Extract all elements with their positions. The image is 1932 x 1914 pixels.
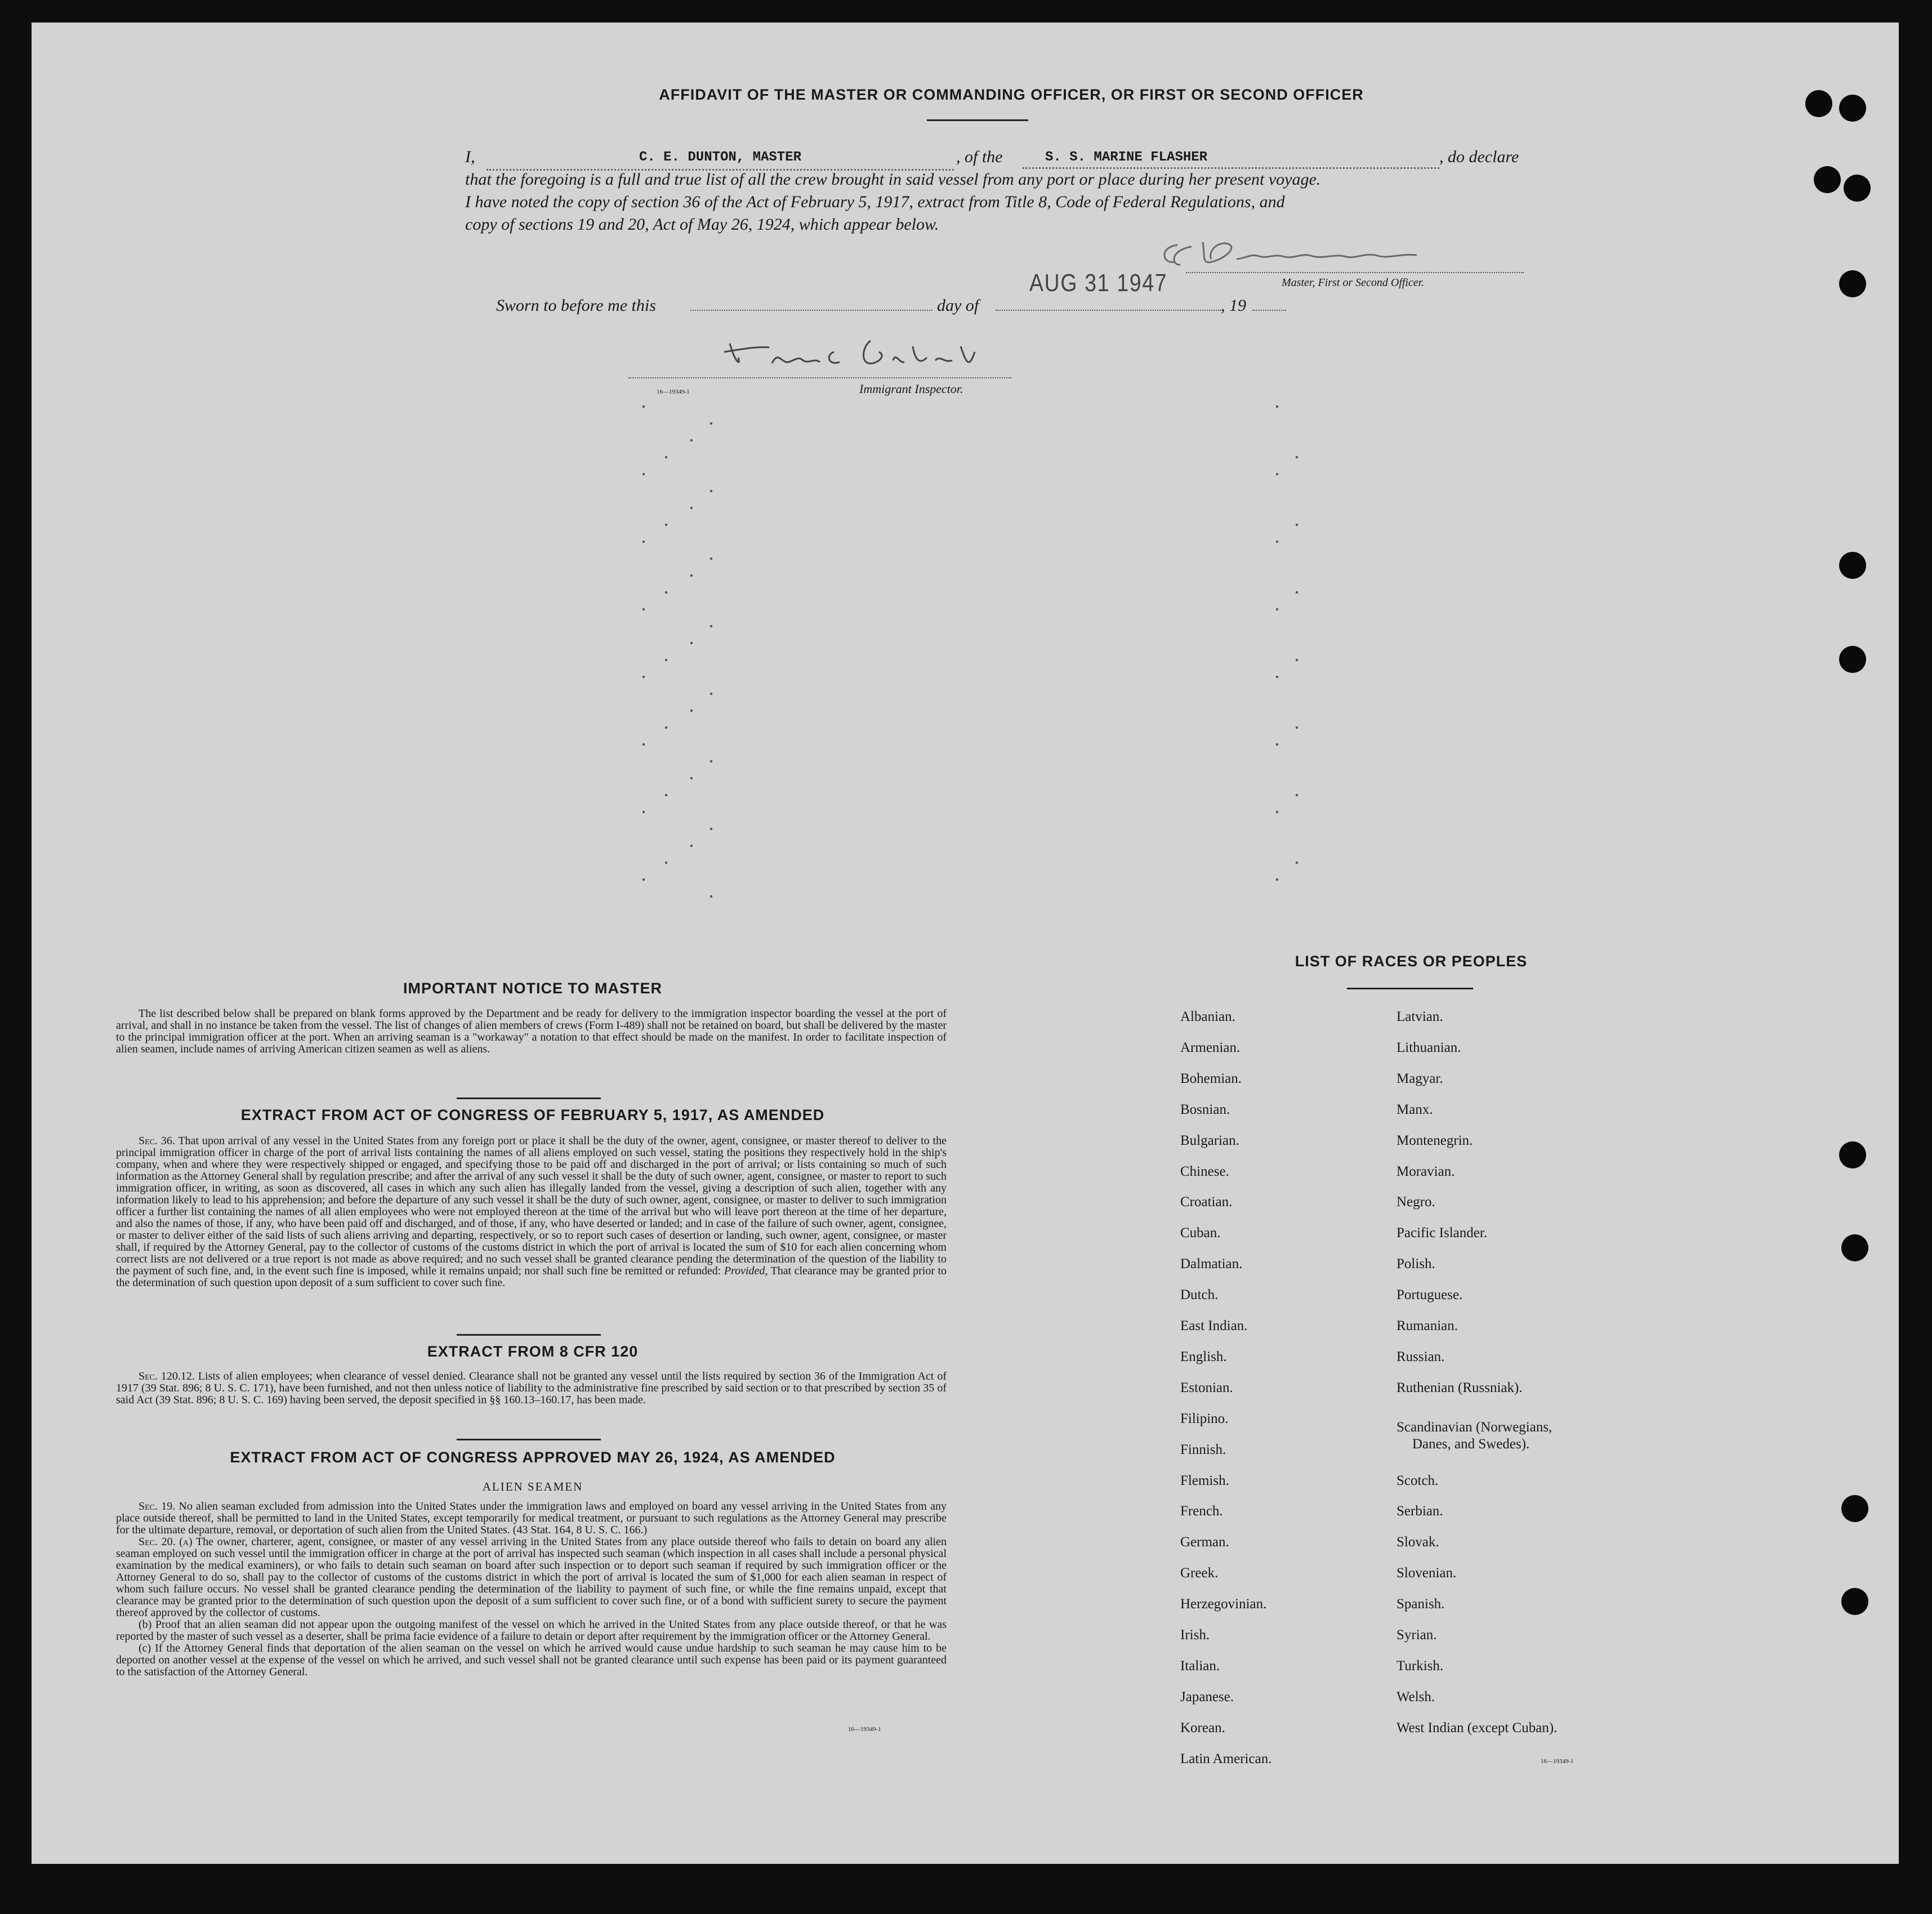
sworn-year-field bbox=[1252, 310, 1286, 311]
race-item: Cuban. bbox=[1180, 1225, 1221, 1241]
inspector-signature bbox=[719, 329, 989, 377]
race-item: Syrian. bbox=[1396, 1627, 1437, 1643]
punch-hole bbox=[1839, 1141, 1866, 1168]
faint-mark bbox=[642, 811, 645, 813]
affidavit-form-number: 16—19349-1 bbox=[657, 389, 690, 395]
race-item: Bulgarian. bbox=[1180, 1132, 1239, 1148]
sec20c-text: (c) If the Attorney General finds that deportation of the alien seaman on the vessel on which he arrived would cause undue hardship to such seaman he may cause him to be deported on another vessel at the expense of the vessel on which he arrived, and such vessel shall not be granted clearance until such expense has been paid or its payment guaranteed to the satisfaction of the Attorney General. bbox=[116, 1642, 947, 1678]
punch-hole bbox=[1839, 646, 1866, 673]
faint-mark bbox=[642, 608, 645, 610]
faint-mark bbox=[690, 777, 693, 779]
race-item: Rumanian. bbox=[1396, 1318, 1458, 1333]
race-item: Herzegovinian. bbox=[1180, 1596, 1267, 1612]
master-signature bbox=[1152, 237, 1467, 276]
faint-mark bbox=[690, 574, 693, 577]
race-item: Danes, and Swedes). bbox=[1412, 1436, 1530, 1452]
affidavit-line-3: I have noted the copy of section 36 of the Act of February 5, 1917, extract from Title 8, Code of Federal Regulations, and bbox=[465, 193, 1285, 211]
notice-title: IMPORTANT NOTICE TO MASTER bbox=[403, 980, 662, 997]
race-item: Dutch. bbox=[1180, 1287, 1219, 1303]
faint-mark bbox=[710, 760, 712, 762]
master-signature-line bbox=[1186, 272, 1524, 273]
notice-rule bbox=[457, 1097, 601, 1099]
affidavit-i-label: I, bbox=[465, 148, 475, 166]
extract-cfr-text bbox=[116, 1371, 947, 1406]
title-rule bbox=[927, 119, 1028, 121]
faint-mark bbox=[710, 625, 712, 627]
extract-1917-text bbox=[116, 1135, 947, 1289]
race-item: Slovenian. bbox=[1396, 1565, 1457, 1581]
race-item: Croatian. bbox=[1180, 1194, 1233, 1210]
affidavit-line-4: copy of sections 19 and 20, Act of May 26, 1924, which appear below. bbox=[465, 215, 939, 234]
faint-mark bbox=[690, 439, 693, 441]
race-item: Bohemian. bbox=[1180, 1070, 1242, 1086]
faint-mark bbox=[1296, 862, 1298, 864]
faint-mark bbox=[642, 405, 645, 408]
extract-1924-title: EXTRACT FROM ACT OF CONGRESS APPROVED MAY 26, 1924, AS AMENDED bbox=[230, 1449, 836, 1466]
race-item: Chinese. bbox=[1180, 1163, 1229, 1179]
race-item: Moravian. bbox=[1396, 1163, 1455, 1179]
master-name-value: C. E. DUNTON, MASTER bbox=[639, 150, 802, 165]
faint-mark bbox=[710, 895, 712, 898]
faint-mark bbox=[665, 794, 667, 796]
sec19-label: Sec. 19. bbox=[139, 1500, 176, 1513]
race-item: Japanese. bbox=[1180, 1689, 1234, 1705]
faint-mark bbox=[690, 845, 693, 847]
faint-mark bbox=[665, 524, 667, 526]
affidavit-line-2: that the foregoing is a full and true list of all the crew brought in said vessel from any port or place during her present voyage. bbox=[465, 170, 1321, 189]
punch-hole bbox=[1805, 90, 1832, 117]
notice-paragraph: The list described below shall be prepared on blank forms approved by the Department and be ready for delivery to the immigration inspector boarding the vessel at the port of arrival, and shall in no instance be taken from the vessel. The list of changes of alien members of crews (Form I-489) shall not be retained on board, but shall be delivered by the master to the principal immigration officer at the port. When an arriving seaman is a "workaway" a notation to that effect should be made on the manifest. In order to facilitate inspection of alien seamen, include names of arriving American citizen seamen as well as aliens. bbox=[116, 1007, 947, 1055]
faint-mark bbox=[1296, 726, 1298, 729]
sec120-text: Lists of alien employees; when clearance of vessel denied. Clearance shall not be granted any vessel until the lists required by section 36 of the Immigration Act of 1917 (39 Stat. 896; 8 U. S. C. 171), have been furnished, and not then unless notice of liability to the administrative fine prescribed by said section or to that prescribed by section 35 of said Act (39 Stat. 896; 8 U. S. C. 169) having been served, the deposit specified in §§ 160.13–160.17, has been made. bbox=[116, 1370, 947, 1406]
race-item: Lithuanian. bbox=[1396, 1039, 1461, 1055]
proviso-text: That clearance may be granted prior to the determination of such question upon deposit of a sum sufficient to cover such fine. bbox=[116, 1265, 947, 1289]
faint-mark bbox=[642, 541, 645, 543]
punch-hole bbox=[1814, 166, 1841, 193]
sec36-label: Sec. 36. bbox=[139, 1135, 175, 1147]
race-item: Manx. bbox=[1396, 1101, 1433, 1117]
faint-mark bbox=[1276, 811, 1278, 813]
race-item: East Indian. bbox=[1180, 1318, 1248, 1333]
of-the-label: , of the bbox=[956, 148, 1003, 166]
sec120-label: Sec. 120.12. bbox=[139, 1370, 195, 1382]
punch-hole bbox=[1841, 1234, 1868, 1261]
affidavit-title: AFFIDAVIT OF THE MASTER OR COMMANDING OFFICER, OR FIRST OR SECOND OFFICER bbox=[659, 86, 1364, 103]
race-item: Latin American. bbox=[1180, 1751, 1272, 1766]
year-label: , 19 bbox=[1221, 296, 1246, 315]
faint-mark bbox=[665, 862, 667, 864]
race-item: Korean. bbox=[1180, 1720, 1225, 1735]
sec20b-text: (b) Proof that an alien seaman did not appear upon the outgoing manifest of the vessel on which he arrived in the United States from any place outside thereof, or that he was reported by the master of such vessel as a deserter, shall be prima facie evidence of a failure to detain or deport after requirement by the immigration officer or the Attorney General. bbox=[116, 1618, 947, 1643]
race-item: Serbian. bbox=[1396, 1503, 1443, 1519]
race-item: Filipino. bbox=[1180, 1411, 1229, 1426]
faint-mark bbox=[642, 743, 645, 746]
faint-mark bbox=[690, 710, 693, 712]
race-item: Irish. bbox=[1180, 1627, 1210, 1643]
master-name-field bbox=[487, 150, 954, 171]
faint-mark bbox=[665, 456, 667, 458]
extract-form-number: 16—19349-1 bbox=[848, 1726, 881, 1733]
race-item: Scotch. bbox=[1396, 1473, 1439, 1488]
punch-hole bbox=[1841, 1588, 1868, 1615]
notice-text bbox=[116, 1008, 947, 1055]
faint-mark bbox=[642, 878, 645, 881]
race-item: Spanish. bbox=[1396, 1596, 1445, 1612]
punch-hole bbox=[1844, 175, 1871, 202]
race-item: Turkish. bbox=[1396, 1658, 1444, 1674]
race-item: Latvian. bbox=[1396, 1009, 1443, 1024]
race-item: Dalmatian. bbox=[1180, 1256, 1243, 1272]
race-item: Polish. bbox=[1396, 1256, 1435, 1272]
faint-mark bbox=[1276, 743, 1278, 746]
race-item: Italian. bbox=[1180, 1658, 1220, 1674]
race-item: French. bbox=[1180, 1503, 1223, 1519]
faint-mark bbox=[710, 693, 712, 695]
punch-hole bbox=[1839, 95, 1866, 122]
faint-mark bbox=[690, 507, 693, 509]
inspector-caption: Immigrant Inspector. bbox=[859, 382, 963, 396]
faint-mark bbox=[1276, 608, 1278, 610]
faint-mark bbox=[665, 659, 667, 661]
punch-hole bbox=[1841, 1495, 1868, 1522]
faint-mark bbox=[1296, 659, 1298, 661]
race-item: Greek. bbox=[1180, 1565, 1219, 1581]
sec20a-label: Sec. 20. (a) bbox=[139, 1536, 193, 1548]
faint-mark bbox=[1276, 541, 1278, 543]
race-item: Portuguese. bbox=[1396, 1287, 1463, 1303]
sworn-month-field bbox=[996, 310, 1221, 311]
date-stamp: AUG 31 1947 bbox=[1029, 269, 1168, 297]
extract-1924-text bbox=[116, 1501, 947, 1678]
extract-1917-title: EXTRACT FROM ACT OF CONGRESS OF FEBRUARY 5, 1917, AS AMENDED bbox=[240, 1107, 825, 1123]
faint-mark bbox=[1296, 794, 1298, 796]
inspector-signature-line bbox=[628, 377, 1011, 378]
sec36-text: That upon arrival of any vessel in the United States from any foreign port or place it shall be the duty of the owner, agent, consignee, or master thereof to deliver to the principal immigration officer in charge of the port of arrival lists containing the names of all aliens employed on such vessel, stating the positions they respectively hold in the ship's company, when and where they were respectively shipped or engaged, and specifying those to be paid off and discharged in the port of arrival; or lists containing so much of such information as the Attorney General shall by regulation prescribe; and after the arrival of any such vessel it shall be the duty of such owner, agent, consignee, or master to report to such immigration officer, in writing, as soon as discovered, all cases in which any such alien has illegally landed from the vessel, giving a description of such alien, together with any information likely to lead to his apprehension; and before the departure of any such vessel it shall be the duty of such owner, agent, consignee, or master to deliver to such immigration officer a further list containing the names of all alien employees who were not employed thereon at the time of the arrival but who will leave port thereon at the time of her departure, and also the names of those, if any, who have been paid off and discharged, and of those, if any, who have deserted or landed; and in case of the failure of such owner, agent, consignee, or master to deliver either of the said lists of such aliens arriving and departing, respectively, or so to report such cases of desertion or landing, such owner, agent, consignee, or master shall, if required by the Attorney General, pay to the collector of customs of the customs district in which the port of arrival is located the sum of $10 for each alien concerning whom correct lists are not delivered or a true report is not made as above required; and no such vessel shall be granted clearance pending the determination of the question of the liability to the payment of such fine, and, in the event such fine is imposed, while it remains unpaid; nor shall such fine be remitted or refunded: bbox=[116, 1135, 947, 1277]
vessel-name-value: S. S. MARINE FLASHER bbox=[1045, 150, 1208, 165]
sec20a-text: The owner, charterer, agent, consignee, or master of any vessel arriving in the United States from any place outside thereof who fails to detain on board any alien seaman employed on such vessel until the immigration officer in charge at the port of arrival has inspected such seaman (which inspection in all cases shall include a personal physical examination by the medical examiners), or who fails to detain such seaman on board after such inspection or to deport such seaman if required by such immigration officer or the Attorney General to do so, shall pay to the collector of customs of the customs district in which the port of arrival is located the sum of $1,000 for each alien seaman in respect of whom such failure occurs. No vessel shall be granted clearance pending the determination of the liability to payment of such fine, or while the fine remains unpaid, except that clearance may be granted prior to the determination of such question upon the deposit of a sum sufficient to cover such fine, or of a bond with sufficient surety to secure the payment thereof approved by the collector of customs. bbox=[116, 1536, 947, 1619]
vessel-name-field bbox=[1023, 150, 1439, 169]
faint-mark bbox=[665, 591, 667, 594]
faint-mark bbox=[1296, 591, 1298, 594]
race-item: Flemish. bbox=[1180, 1473, 1229, 1488]
faint-mark bbox=[1296, 456, 1298, 458]
extract-cfr-rule bbox=[457, 1439, 601, 1440]
alien-seamen-subtitle: ALIEN SEAMEN bbox=[482, 1480, 583, 1493]
race-item: Welsh. bbox=[1396, 1689, 1435, 1705]
punch-hole bbox=[1839, 552, 1866, 579]
races-rule bbox=[1347, 988, 1473, 989]
race-item: Estonian. bbox=[1180, 1380, 1233, 1395]
race-item: Albanian. bbox=[1180, 1009, 1235, 1024]
sec19-text: No alien seaman excluded from admission into the United States under the immigration laws and employed on board any vessel arriving in the United States from any place outside thereof, shall be permitted to land in the United States, except temporarily for medical treatment, or pursuant to such regulations as the Attorney General may prescribe for the ultimate departure, removal, or deportation of such alien from the United States. (43 Stat. 164, 8 U. S. C. 166.) bbox=[116, 1500, 947, 1536]
race-item: Finnish. bbox=[1180, 1442, 1226, 1457]
race-item: Magyar. bbox=[1396, 1070, 1443, 1086]
race-item: Russian. bbox=[1396, 1349, 1445, 1364]
day-of-label: day of bbox=[937, 296, 979, 315]
faint-mark bbox=[1296, 524, 1298, 526]
faint-mark bbox=[710, 828, 712, 830]
race-item: Scandinavian (Norwegians, bbox=[1396, 1419, 1552, 1435]
race-item: Ruthenian (Russniak). bbox=[1396, 1380, 1523, 1395]
faint-mark bbox=[1276, 676, 1278, 678]
faint-mark bbox=[1276, 473, 1278, 475]
master-caption: Master, First or Second Officer. bbox=[1282, 276, 1425, 289]
faint-mark bbox=[690, 642, 693, 644]
sworn-label: Sworn to before me this bbox=[496, 296, 656, 315]
extract-1917-rule bbox=[457, 1334, 601, 1336]
races-title: LIST OF RACES OR PEOPLES bbox=[1295, 953, 1528, 970]
punch-hole bbox=[1839, 270, 1866, 297]
extract-cfr-title: EXTRACT FROM 8 CFR 120 bbox=[427, 1343, 639, 1360]
document-page bbox=[32, 23, 1899, 1864]
faint-mark bbox=[642, 676, 645, 678]
race-item: Pacific Islander. bbox=[1396, 1225, 1488, 1241]
faint-mark bbox=[642, 473, 645, 475]
race-item: English. bbox=[1180, 1349, 1227, 1364]
race-item: Montenegrin. bbox=[1396, 1132, 1473, 1148]
faint-mark bbox=[710, 557, 712, 560]
race-item: Slovak. bbox=[1396, 1534, 1439, 1550]
sworn-day-field bbox=[690, 310, 932, 311]
race-item: West Indian (except Cuban). bbox=[1396, 1720, 1558, 1735]
faint-mark bbox=[1276, 878, 1278, 881]
do-declare-label: , do declare bbox=[1439, 148, 1519, 166]
race-item: Bosnian. bbox=[1180, 1101, 1230, 1117]
faint-mark bbox=[710, 490, 712, 492]
faint-mark bbox=[1276, 405, 1278, 408]
faint-mark bbox=[665, 726, 667, 729]
races-form-number: 16—19349-1 bbox=[1541, 1758, 1574, 1765]
race-item: German. bbox=[1180, 1534, 1229, 1550]
race-item: Armenian. bbox=[1180, 1039, 1241, 1055]
race-item: Negro. bbox=[1396, 1194, 1435, 1210]
faint-mark bbox=[710, 422, 712, 425]
proviso-label: Provided, bbox=[724, 1265, 768, 1277]
